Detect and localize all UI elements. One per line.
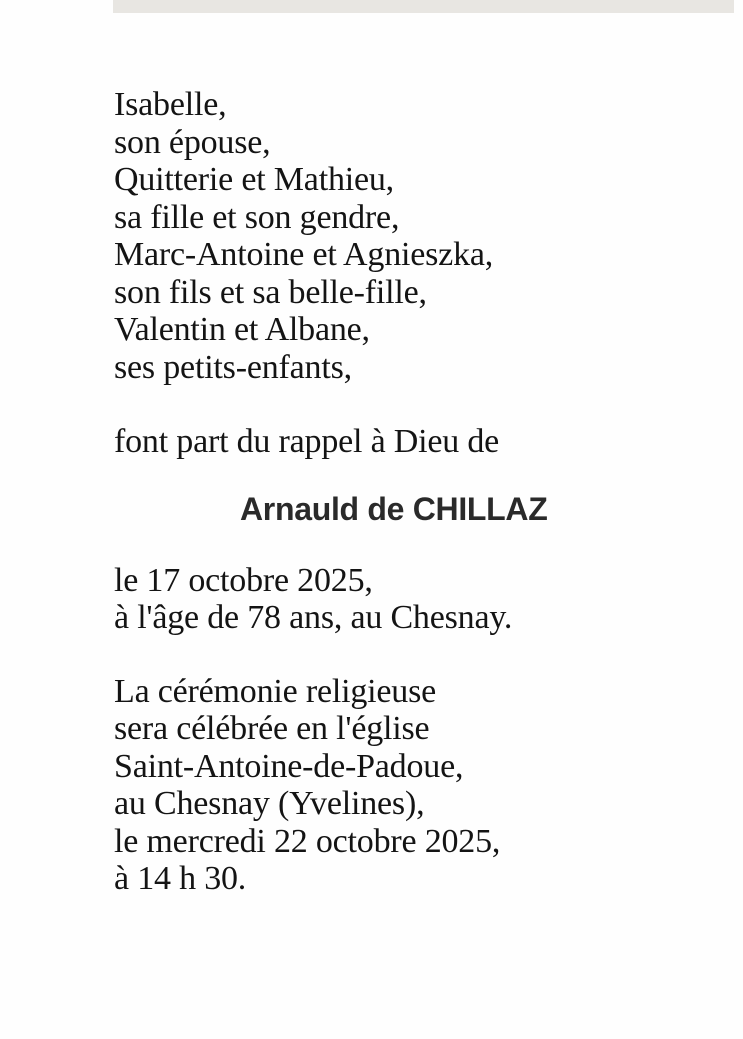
top-banner-bar [113,0,734,13]
ceremony-line: le mercredi 22 octobre 2025, [114,822,501,860]
obituary-notice [114,86,734,898]
ceremony-line: Saint-Antoine-de-Padoue, [114,747,464,785]
deceased-name: Arnauld de CHILLAZ [240,490,548,527]
ceremony-line: La cérémonie religieuse [114,672,437,710]
family-line: ses petits-enfants, [114,348,352,386]
ceremony-line: au Chesnay (Yvelines), [114,785,425,822]
announcement-line: font part du rappel à Dieu de [114,423,500,460]
announcement-text [114,423,734,461]
family-line: Isabelle, [114,86,227,123]
family-line: Marc-Antoine et Agnieszka, [114,236,494,273]
family-line: Quitterie et Mathieu, [114,161,394,198]
death-details [114,562,734,637]
death-line: à l'âge de 78 ans, au Chesnay. [114,599,513,636]
family-line: son épouse, [114,123,271,161]
death-line: le 17 octobre 2025, [114,561,373,599]
ceremony-line: à 14 h 30. [114,860,247,897]
family-line: son fils et sa belle-fille, [114,273,427,311]
family-line: sa fille et son gendre, [114,198,400,236]
family-line: Valentin et Albane, [114,311,370,348]
ceremony-line: sera célébrée en l'église [114,710,430,747]
ceremony-details [114,673,734,898]
family-list [114,86,734,386]
